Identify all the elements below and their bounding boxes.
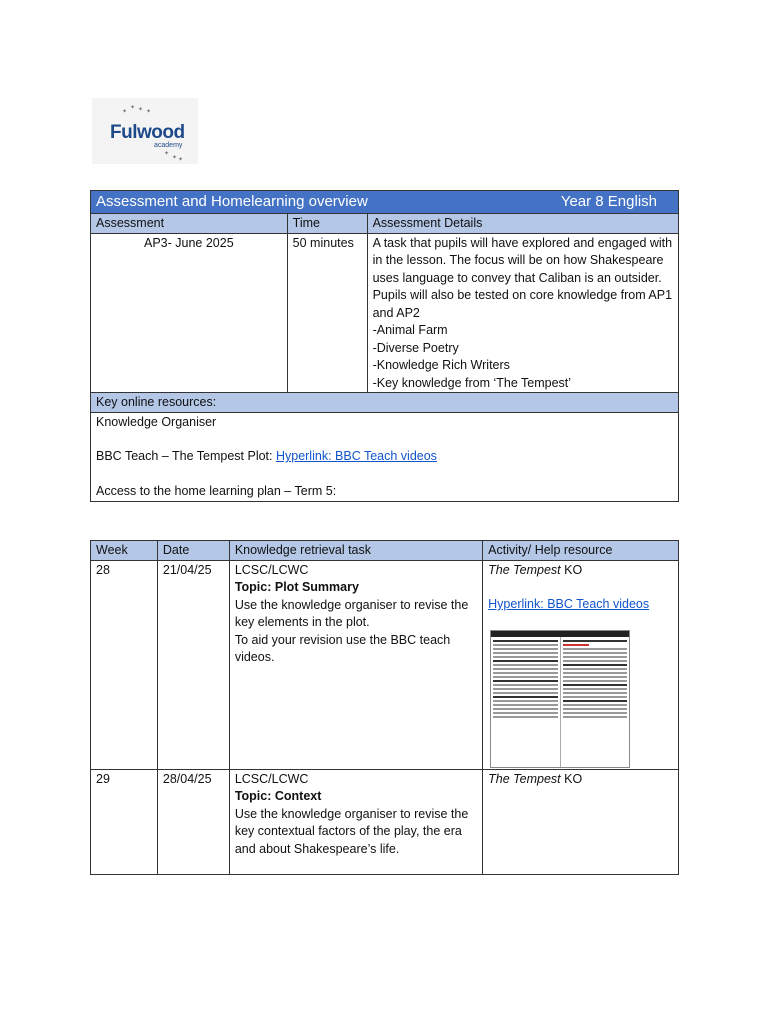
date-cell: 21/04/25 bbox=[157, 560, 229, 769]
task-topic: Topic: Context bbox=[234, 789, 322, 803]
star-icon: ✦ bbox=[138, 107, 144, 113]
home-learning-plan-table bbox=[90, 540, 679, 875]
task-text: To aid your revision use the BBC teach videos. bbox=[234, 632, 451, 664]
star-icon: ✦ bbox=[164, 151, 170, 157]
bbc-teach-videos-link[interactable]: Hyperlink: BBC Teach videos bbox=[488, 597, 650, 611]
thumbnail-column bbox=[491, 637, 561, 767]
resource-knowledge-organiser: Knowledge Organiser bbox=[96, 414, 217, 429]
task-code: LCSC/LCWC bbox=[234, 771, 309, 786]
assessment-details bbox=[367, 233, 678, 393]
header-date: Date bbox=[157, 541, 229, 561]
details-line: -Knowledge Rich Writers bbox=[372, 358, 510, 372]
header-time: Time bbox=[287, 214, 367, 234]
resource-cell bbox=[483, 769, 679, 874]
subject-label: Year 8 English bbox=[560, 193, 657, 210]
resource-title bbox=[488, 562, 673, 580]
overview-title-bar bbox=[91, 191, 679, 214]
header-assessment-details: Assessment Details bbox=[367, 214, 678, 234]
date-cell: 28/04/25 bbox=[157, 769, 229, 874]
task-cell bbox=[229, 769, 482, 874]
home-learning-plan-label: Access to the home learning plan – Term 5: bbox=[96, 483, 337, 498]
details-line: Pupils will also be tested on core knowledge from AP1 and AP2 bbox=[372, 288, 673, 320]
week-cell: 28 bbox=[91, 560, 158, 769]
star-icon: ✦ bbox=[122, 109, 128, 115]
resource-bbc-label: BBC Teach – The Tempest Plot: bbox=[96, 449, 276, 463]
logo-subtitle: academy bbox=[154, 142, 183, 149]
overview-title: Assessment and Homelearning overview bbox=[96, 193, 368, 210]
star-icon: ✦ bbox=[146, 109, 152, 115]
assessment-time: 50 minutes bbox=[287, 233, 367, 393]
logo-wordmark: Fulwood bbox=[110, 122, 185, 143]
assessment-name: AP3- June 2025 bbox=[91, 233, 288, 393]
task-code: LCSC/LCWC bbox=[234, 562, 309, 577]
table-row bbox=[91, 769, 679, 874]
header-assessment: Assessment bbox=[91, 214, 288, 234]
header-week: Week bbox=[91, 541, 158, 561]
star-icon: ✦ bbox=[172, 155, 178, 161]
resources-header: Key online resources: bbox=[91, 393, 679, 413]
details-line: -Animal Farm bbox=[372, 323, 448, 337]
resource-title-suffix: KO bbox=[560, 771, 583, 786]
week-cell: 29 bbox=[91, 769, 158, 874]
details-line: A task that pupils will have explored and engaged with in the lesson. The focus will be on how Shakespeare uses language to convey that Caliban is an outsider. bbox=[372, 235, 673, 285]
thumbnail-body bbox=[491, 637, 629, 767]
resource-bbc-teach bbox=[96, 448, 673, 466]
table-row bbox=[91, 560, 679, 769]
details-line: -Diverse Poetry bbox=[372, 340, 459, 355]
resources-cell bbox=[91, 412, 679, 502]
star-icon: ✦ bbox=[178, 157, 184, 163]
assessment-overview-table bbox=[90, 190, 679, 502]
task-text: Use the knowledge organiser to revise the key contextual factors of the play, the era and about Shakespeare’s life. bbox=[234, 806, 469, 856]
fulwood-academy-logo bbox=[92, 98, 198, 164]
resource-cell bbox=[483, 560, 679, 769]
resource-title-italic: The Tempest bbox=[488, 771, 561, 786]
star-icon: ✦ bbox=[130, 105, 136, 111]
thumbnail-column bbox=[561, 637, 630, 767]
task-cell bbox=[229, 560, 482, 769]
details-line: -Key knowledge from ‘The Tempest’ bbox=[372, 375, 572, 390]
resource-title-suffix: KO bbox=[560, 562, 583, 577]
task-text: Use the knowledge organiser to revise the key elements in the plot. bbox=[234, 597, 469, 629]
header-task: Knowledge retrieval task bbox=[229, 541, 482, 561]
resource-title bbox=[488, 771, 673, 789]
bbc-teach-link[interactable]: Hyperlink: BBC Teach videos bbox=[275, 449, 437, 463]
task-topic: Topic: Plot Summary bbox=[234, 580, 359, 594]
resource-title-italic: The Tempest bbox=[488, 562, 561, 577]
knowledge-organiser-thumbnail bbox=[490, 630, 630, 768]
header-resource: Activity/ Help resource bbox=[483, 541, 679, 561]
